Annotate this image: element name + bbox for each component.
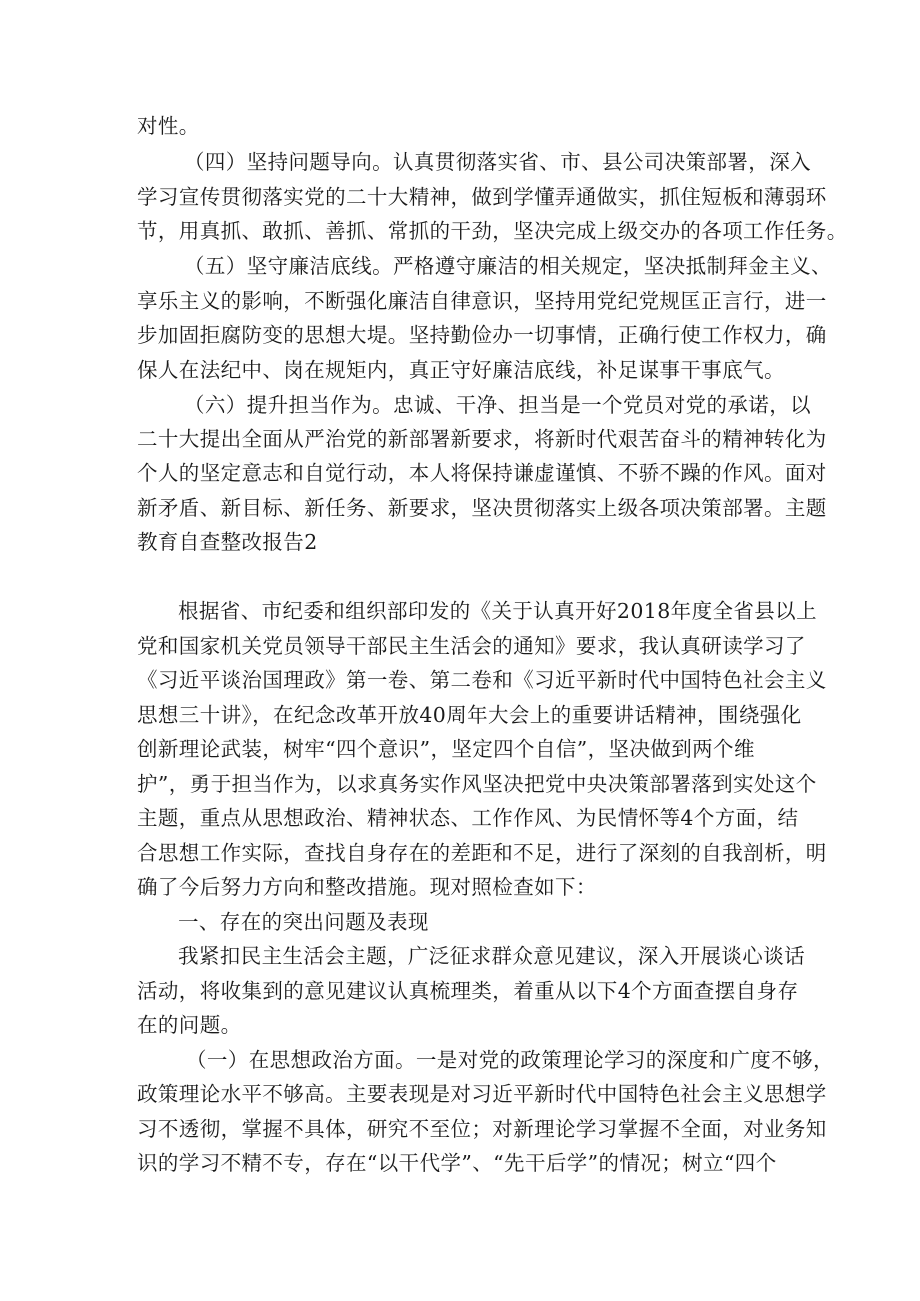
text-line: 在的问题。 [137,1013,242,1037]
paragraph-heading-6: （六）提升担当作为。忠诚、干净、担当是一个党员对党的承诺，以 [184,393,811,417]
text-line: 新矛盾、新目标、新任务、新要求，坚决贯彻落实上级各项决策部署。主题 [137,496,827,520]
text-line: 确了今后努力方向和整改措施。现对照检查如下： [137,875,597,899]
text-line: 护”，勇于担当作为，以求真务实作风坚决把党中央决策部署落到实处这个 [137,772,817,796]
text-line: 享乐主义的影响，不断强化廉洁自律意识，坚持用党纪党规匡正言行，进一 [137,289,827,313]
text-line: 学习宣传贯彻落实党的二十大精神，做到学懂弄通做实，抓住短板和薄弱环 [137,185,827,209]
text-line: 我紧扣民主生活会主题，广泛征求群众意见建议，深入开展谈心谈话 [178,944,805,968]
text-line: 创新理论武装，树牢“四个意识”，坚定四个自信”，坚决做到两个维 [137,737,755,761]
report-title: 教育自查整改报告2 [137,530,318,554]
paragraph-heading-1: （一）在思想政治方面。一是对党的政策理论学习的深度和广度不够， [186,1048,834,1072]
text-line: 活动，将收集到的意见建议认真梳理类，着重从以下4个方面查摆自身存 [137,979,799,1003]
text-line: 保人在法纪中、岗在规矩内，真正守好廉洁底线，补足谋事干事底气。 [137,358,785,382]
text-line: 主题，重点从思想政治、精神状态、工作作风、为民情怀等4个方面，结 [137,806,799,830]
text-line: 节，用真抓、敢抓、善抓、常抓的干劲，坚决完成上级交办的各项工作任务。 [137,219,848,243]
text-line: 习不透彻，掌握不具体，研究不至位；对新理论学习掌握不全面，对业务知 [137,1117,827,1141]
text-line: 识的学习不精不专，存在“以干代学”、“先干后学”的情况；树立“四个 [137,1151,777,1175]
paragraph-heading-4: （四）坚持问题导向。认真贯彻落实省、市、县公司决策部署，深入 [184,150,811,174]
text-line: 个人的坚定意志和自觉行动，本人将保持谦虚谨慎、不骄不躁的作风。面对 [137,461,827,485]
text-line: 政策理论水平不够高。主要表现是对习近平新时代中国特色社会主义思想学 [137,1082,827,1106]
text-line: 根据省、市纪委和组织部印发的《关于认真开好2018年度全省县以上 [178,599,817,623]
section-heading: 一、存在的突出问题及表现 [178,910,429,934]
text-line: 对性。 [137,114,200,138]
text-line: 合思想工作实际，查找自身存在的差距和不足，进行了深刻的自我剖析，明 [137,841,827,865]
paragraph-heading-5: （五）坚守廉洁底线。严格遵守廉洁的相关规定，坚决抵制拜金主义、 [184,254,832,278]
text-line: 思想三十讲》，在纪念改革开放40周年大会上的重要讲话精神，围绕强化 [137,703,802,727]
text-line: 《习近平谈治国理政》第一卷、第二卷和《习近平新时代中国特色社会主义 [137,668,827,692]
text-line: 步加固拒腐防变的思想大堤。坚持勤俭办一切事情，正确行使工作权力，确 [137,323,827,347]
text-line: 党和国家机关党员领导干部民主生活会的通知》要求，我认真研读学习了 [137,634,806,658]
text-line: 二十大提出全面从严治党的新部署新要求，将新时代艰苦奋斗的精神转化为 [137,427,827,451]
